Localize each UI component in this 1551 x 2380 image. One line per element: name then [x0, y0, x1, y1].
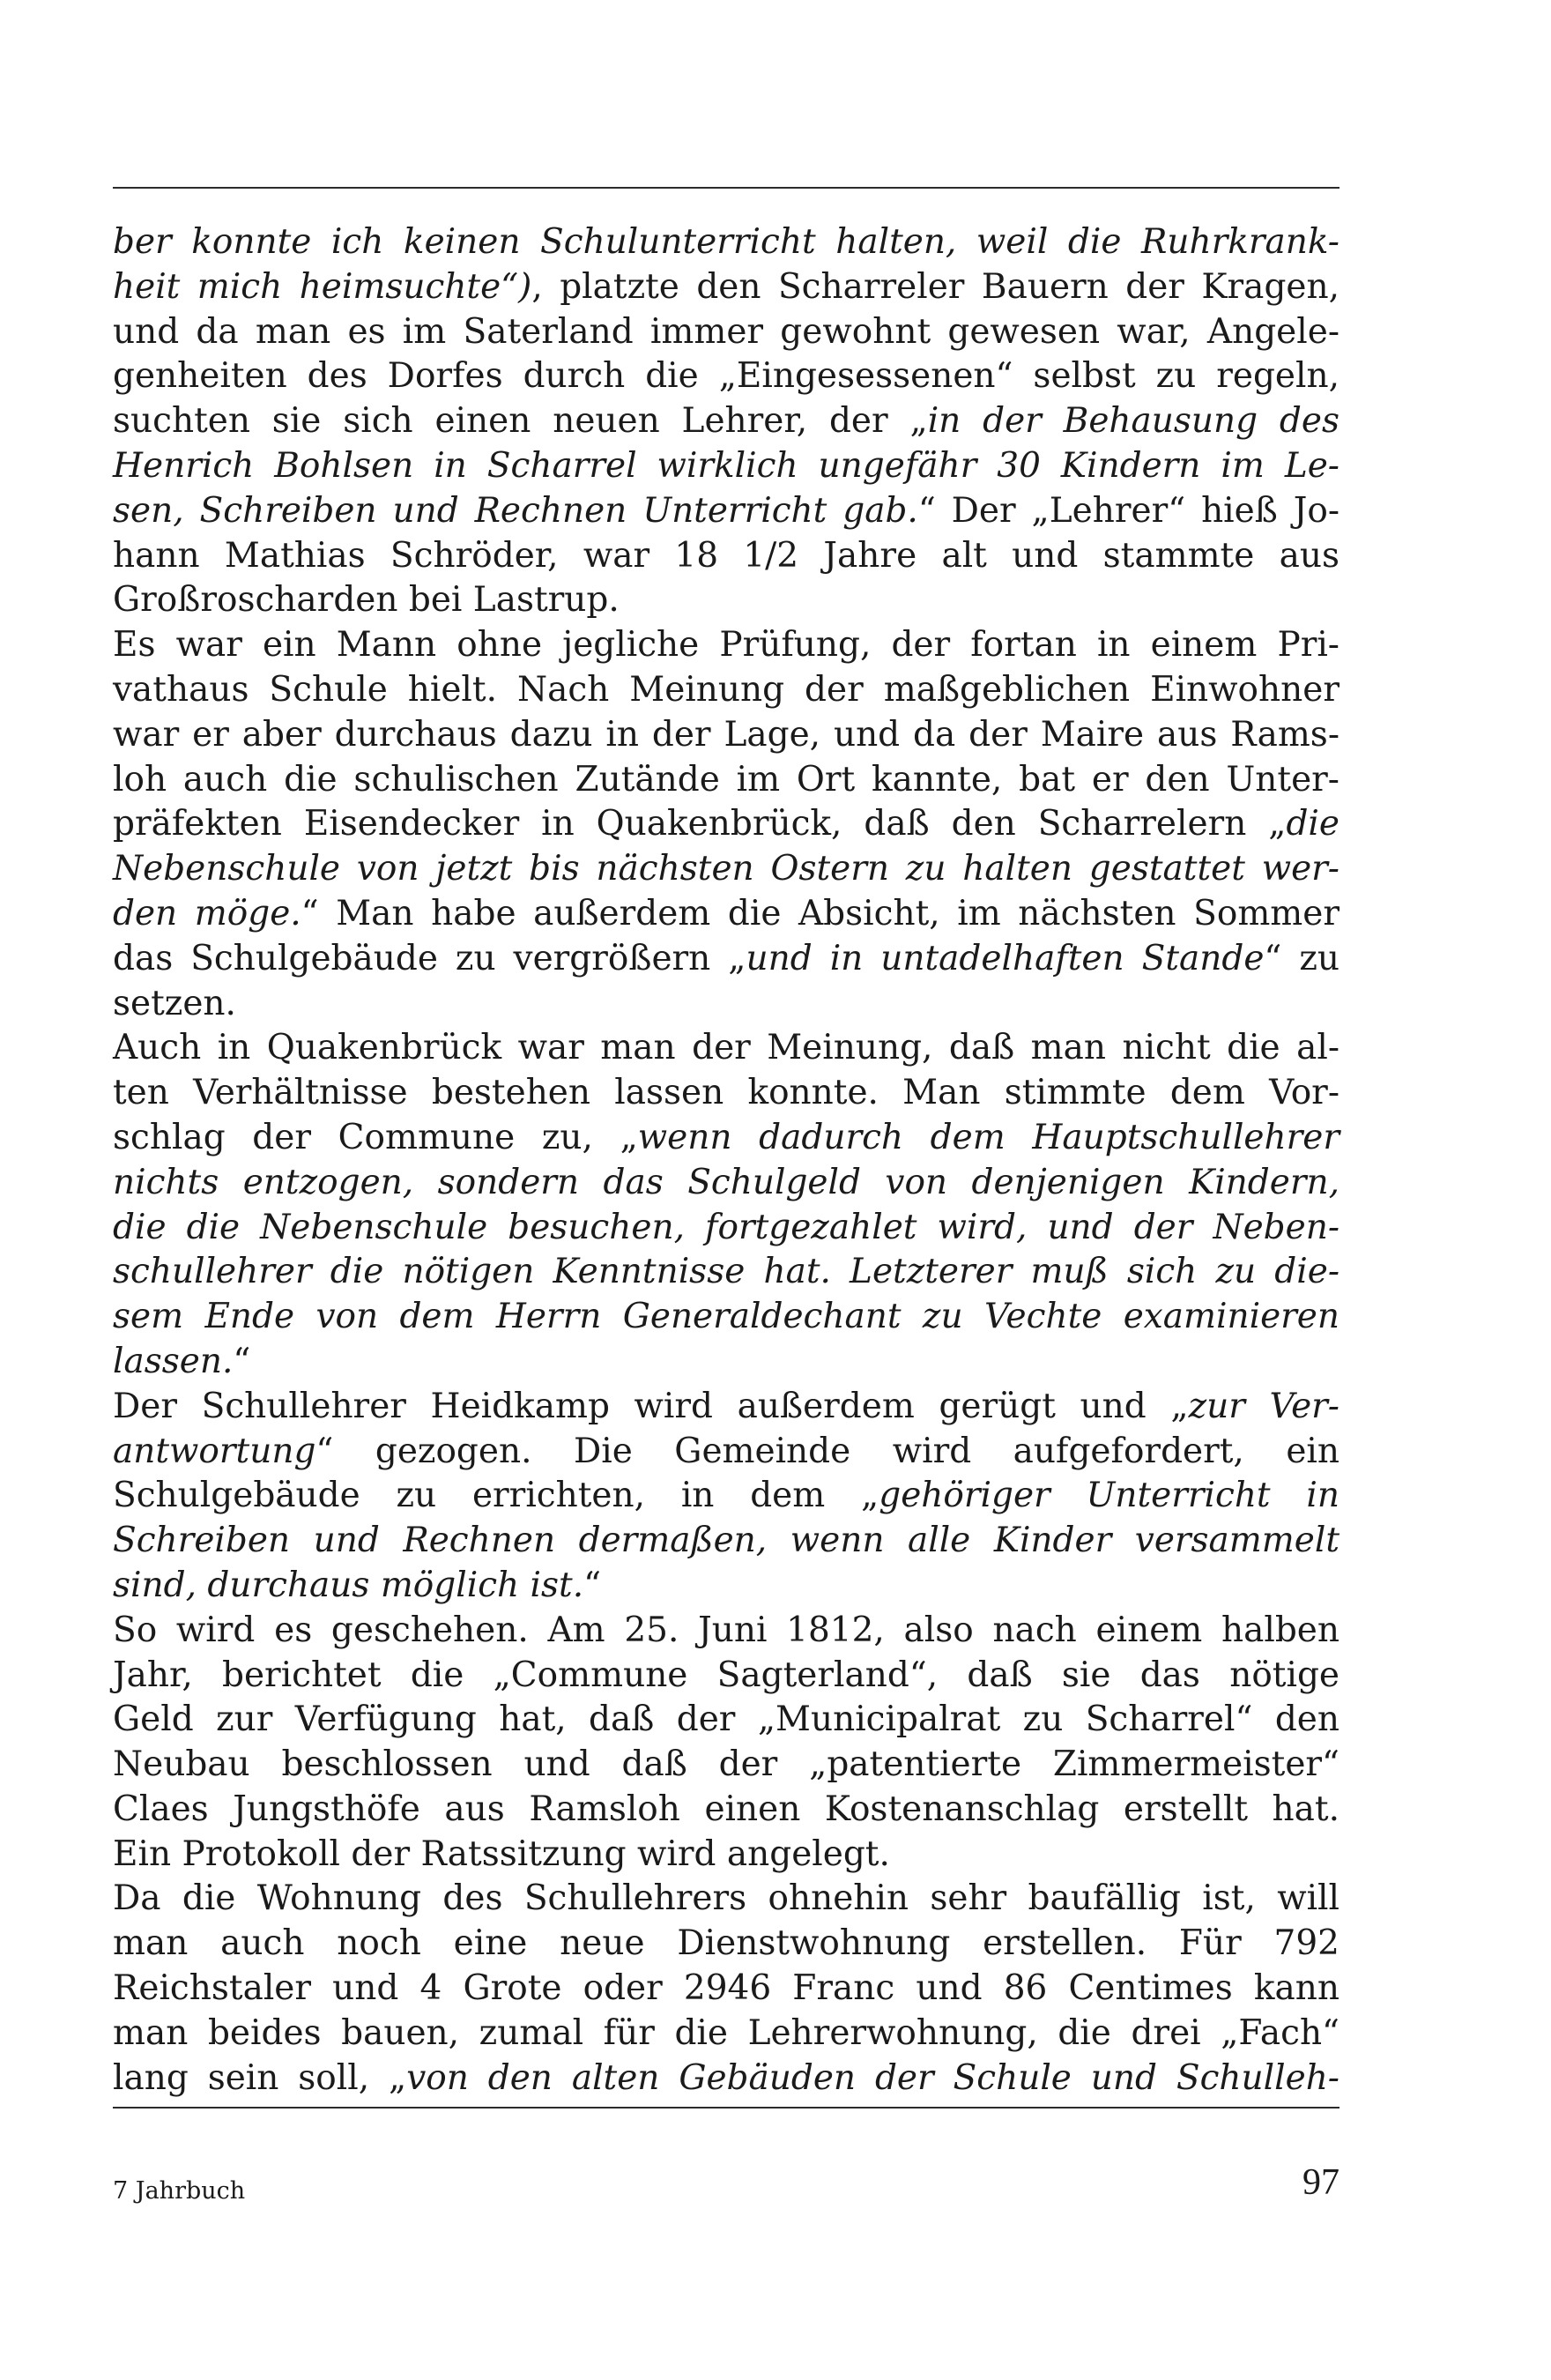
text-line	[113, 1877, 1340, 1922]
text-line	[113, 1519, 1340, 1564]
text-line	[113, 1206, 1340, 1251]
text-line	[113, 847, 1340, 892]
text-line	[113, 1385, 1340, 1430]
text-segment: Auch in Quakenbrück war man der Meinung, daß man nicht die al-	[113, 1028, 1340, 1068]
italic-quote-segment: sen, Schreiben und Rechnen Unterricht gab.	[113, 490, 918, 531]
text-line	[113, 444, 1340, 489]
text-segment: setzen.	[113, 983, 236, 1023]
text-segment: genheiten des Dorfes durch die „Eingesessenen“ selbst zu regeln,	[113, 356, 1340, 397]
text-line	[113, 982, 1340, 1027]
text-line	[113, 534, 1340, 579]
italic-quote-segment: Nebenschule von jetzt bis nächsten Ostern zu halten gestattet wer-	[113, 849, 1340, 889]
text-line	[113, 578, 1340, 623]
italic-quote-segment: Schreiben und Rechnen dermaßen, wenn alle Kinder versammelt	[113, 1521, 1340, 1561]
text-segment: Reichstaler und 4 Grote oder 2946 Franc und 86 Centimes kann	[113, 1968, 1340, 2009]
text-segment: “	[233, 1341, 251, 1381]
text-line	[113, 1071, 1340, 1116]
italic-quote-segment: sem Ende von dem Herrn Generaldechant zu Vechte examinieren	[113, 1297, 1340, 1337]
text-segment: “ Der „Lehrer“ hieß Jo-	[917, 490, 1340, 531]
text-line	[113, 1295, 1340, 1340]
text-segment: “	[583, 1565, 602, 1605]
text-segment: loh auch die schulischen Zutände im Ort kannte, bat er den Unter-	[113, 759, 1340, 800]
text-segment: Ein Protokoll der Ratssitzung wird angelegt.	[113, 1833, 890, 1874]
italic-quote-segment: schullehrer die nötigen Kenntnisse hat. Letzterer muß sich zu die-	[113, 1252, 1340, 1292]
text-segment: “ zu	[1264, 938, 1340, 978]
italic-quote-segment: den möge.	[113, 893, 301, 933]
text-line	[113, 489, 1340, 534]
text-segment: Geld zur Verfügung hat, daß der „Municipalrat zu Scharrel“ den	[113, 1699, 1340, 1740]
text-segment: das Schulgebäude zu vergrößern „	[113, 938, 746, 978]
italic-quote-segment: ber konnte ich keinen Schulunterricht halten, weil die Ruhrkrank-	[113, 222, 1340, 262]
text-segment: war er aber durchaus dazu in der Lage, und da der Maire aus Rams-	[113, 714, 1340, 755]
text-segment: Da die Wohnung des Schullehrers ohnehin sehr baufällig ist, will	[113, 1878, 1340, 1919]
text-segment: Es war ein Mann ohne jegliche Prüfung, der fortan in einem Pri-	[113, 625, 1340, 666]
text-segment: “ gezogen. Die Gemeinde wird aufgefordert, ein	[315, 1431, 1340, 1471]
signature-mark: 7 Jahrbuch	[113, 2177, 246, 2205]
text-segment: Der Schullehrer Heidkamp wird außerdem gerügt und „	[113, 1386, 1189, 1426]
text-line	[113, 1698, 1340, 1743]
text-line	[113, 1430, 1340, 1475]
text-line	[113, 354, 1340, 399]
text-line	[113, 758, 1340, 803]
text-line	[113, 2056, 1340, 2101]
text-segment: Großroscharden bei Lastrup.	[113, 580, 620, 621]
bottom-rule	[113, 2107, 1340, 2109]
text-segment: präfekten Eisendecker in Quakenbrück, daß den Scharrelern „	[113, 804, 1287, 844]
text-segment: man auch noch eine neue Dienstwohnung erstellen. Für 792	[113, 1923, 1340, 1964]
text-line	[113, 668, 1340, 713]
text-line	[113, 1788, 1340, 1833]
italic-quote-segment: nichts entzogen, sondern das Schulgeld von denjenigen Kindern,	[113, 1162, 1340, 1202]
text-segment: hann Mathias Schröder, war 18 1/2 Jahre alt und stammte aus	[113, 535, 1340, 576]
text-line	[113, 937, 1340, 982]
text-line	[113, 1161, 1340, 1206]
italic-quote-segment: von den alten Gebäuden der Schule und Schulleh-	[406, 2057, 1340, 2098]
text-line	[113, 1564, 1340, 1609]
text-segment: Claes Jungsthöfe aus Ramsloh einen Kostenanschlag erstellt hat.	[113, 1789, 1340, 1829]
italic-quote-segment: und in untadelhaften Stande	[746, 938, 1265, 978]
text-segment: ten Verhältnisse bestehen lassen konnte. Man stimmte dem Vor-	[113, 1073, 1340, 1113]
text-segment: So wird es geschehen. Am 25. Juni 1812, also nach einem halben	[113, 1610, 1340, 1650]
text-segment: schlag der Commune zu, „	[113, 1117, 638, 1157]
text-line	[113, 1250, 1340, 1295]
italic-quote-segment: die	[1286, 804, 1340, 844]
text-segment: Schulgebäude zu errichten, in dem „	[113, 1476, 879, 1516]
text-line	[113, 713, 1340, 758]
italic-quote-segment: wenn dadurch dem Hauptschullehrer	[637, 1117, 1340, 1157]
text-segment: vathaus Schule hielt. Nach Meinung der maßgeblichen Einwohner	[113, 669, 1340, 710]
text-line	[113, 802, 1340, 847]
text-line	[113, 1922, 1340, 1967]
text-line	[113, 1026, 1340, 1071]
italic-quote-segment: zur Ver-	[1188, 1386, 1340, 1426]
italic-quote-segment: lassen.	[113, 1341, 234, 1381]
italic-quote-segment: antwortung	[113, 1431, 316, 1471]
top-rule	[113, 187, 1340, 189]
text-line	[113, 2012, 1340, 2056]
text-line	[113, 265, 1340, 310]
text-line	[113, 1743, 1340, 1788]
text-line	[113, 1967, 1340, 2012]
text-line	[113, 1609, 1340, 1654]
text-segment: Neubau beschlossen und daß der „patentierte Zimmermeister“	[113, 1744, 1340, 1785]
text-segment: lang sein soll, „	[113, 2057, 407, 2098]
text-line	[113, 1340, 1340, 1385]
text-line	[113, 310, 1340, 355]
text-line	[113, 1833, 1340, 1878]
text-segment: und da man es im Saterland immer gewohnt gewesen war, Angele-	[113, 311, 1340, 352]
text-segment: , platzte den Scharreler Bauern der Kragen,	[531, 266, 1340, 307]
text-line	[113, 892, 1340, 937]
italic-quote-segment: Henrich Bohlsen in Scharrel wirklich ungefähr 30 Kindern im Le-	[113, 445, 1340, 486]
italic-quote-segment: in der Behausung des	[927, 401, 1340, 442]
text-line	[113, 1654, 1340, 1699]
text-line	[113, 1116, 1340, 1161]
text-line	[113, 623, 1340, 668]
italic-quote-segment: gehöriger Unterricht in	[879, 1476, 1340, 1516]
text-line	[113, 1474, 1340, 1519]
italic-quote-segment: die die Nebenschule besuchen, fortgezahlet wird, und der Neben-	[113, 1207, 1340, 1247]
page-number: 97	[1302, 2162, 1340, 2203]
text-line	[113, 399, 1340, 444]
text-segment: “ Man habe außerdem die Absicht, im nächsten Sommer	[301, 893, 1340, 933]
text-line	[113, 220, 1340, 265]
text-segment: suchten sie sich einen neuen Lehrer, der „	[113, 401, 928, 442]
body-text	[113, 220, 1340, 2101]
text-segment: Jahr, berichtet die „Commune Sagterland“, daß sie das nötige	[113, 1655, 1340, 1695]
text-segment: man beides bauen, zumal für die Lehrerwohnung, die drei „Fach“	[113, 2012, 1340, 2053]
italic-quote-segment: sind, durchaus möglich ist.	[113, 1565, 584, 1605]
italic-quote-segment: heit mich heimsuchte“)	[113, 266, 532, 307]
